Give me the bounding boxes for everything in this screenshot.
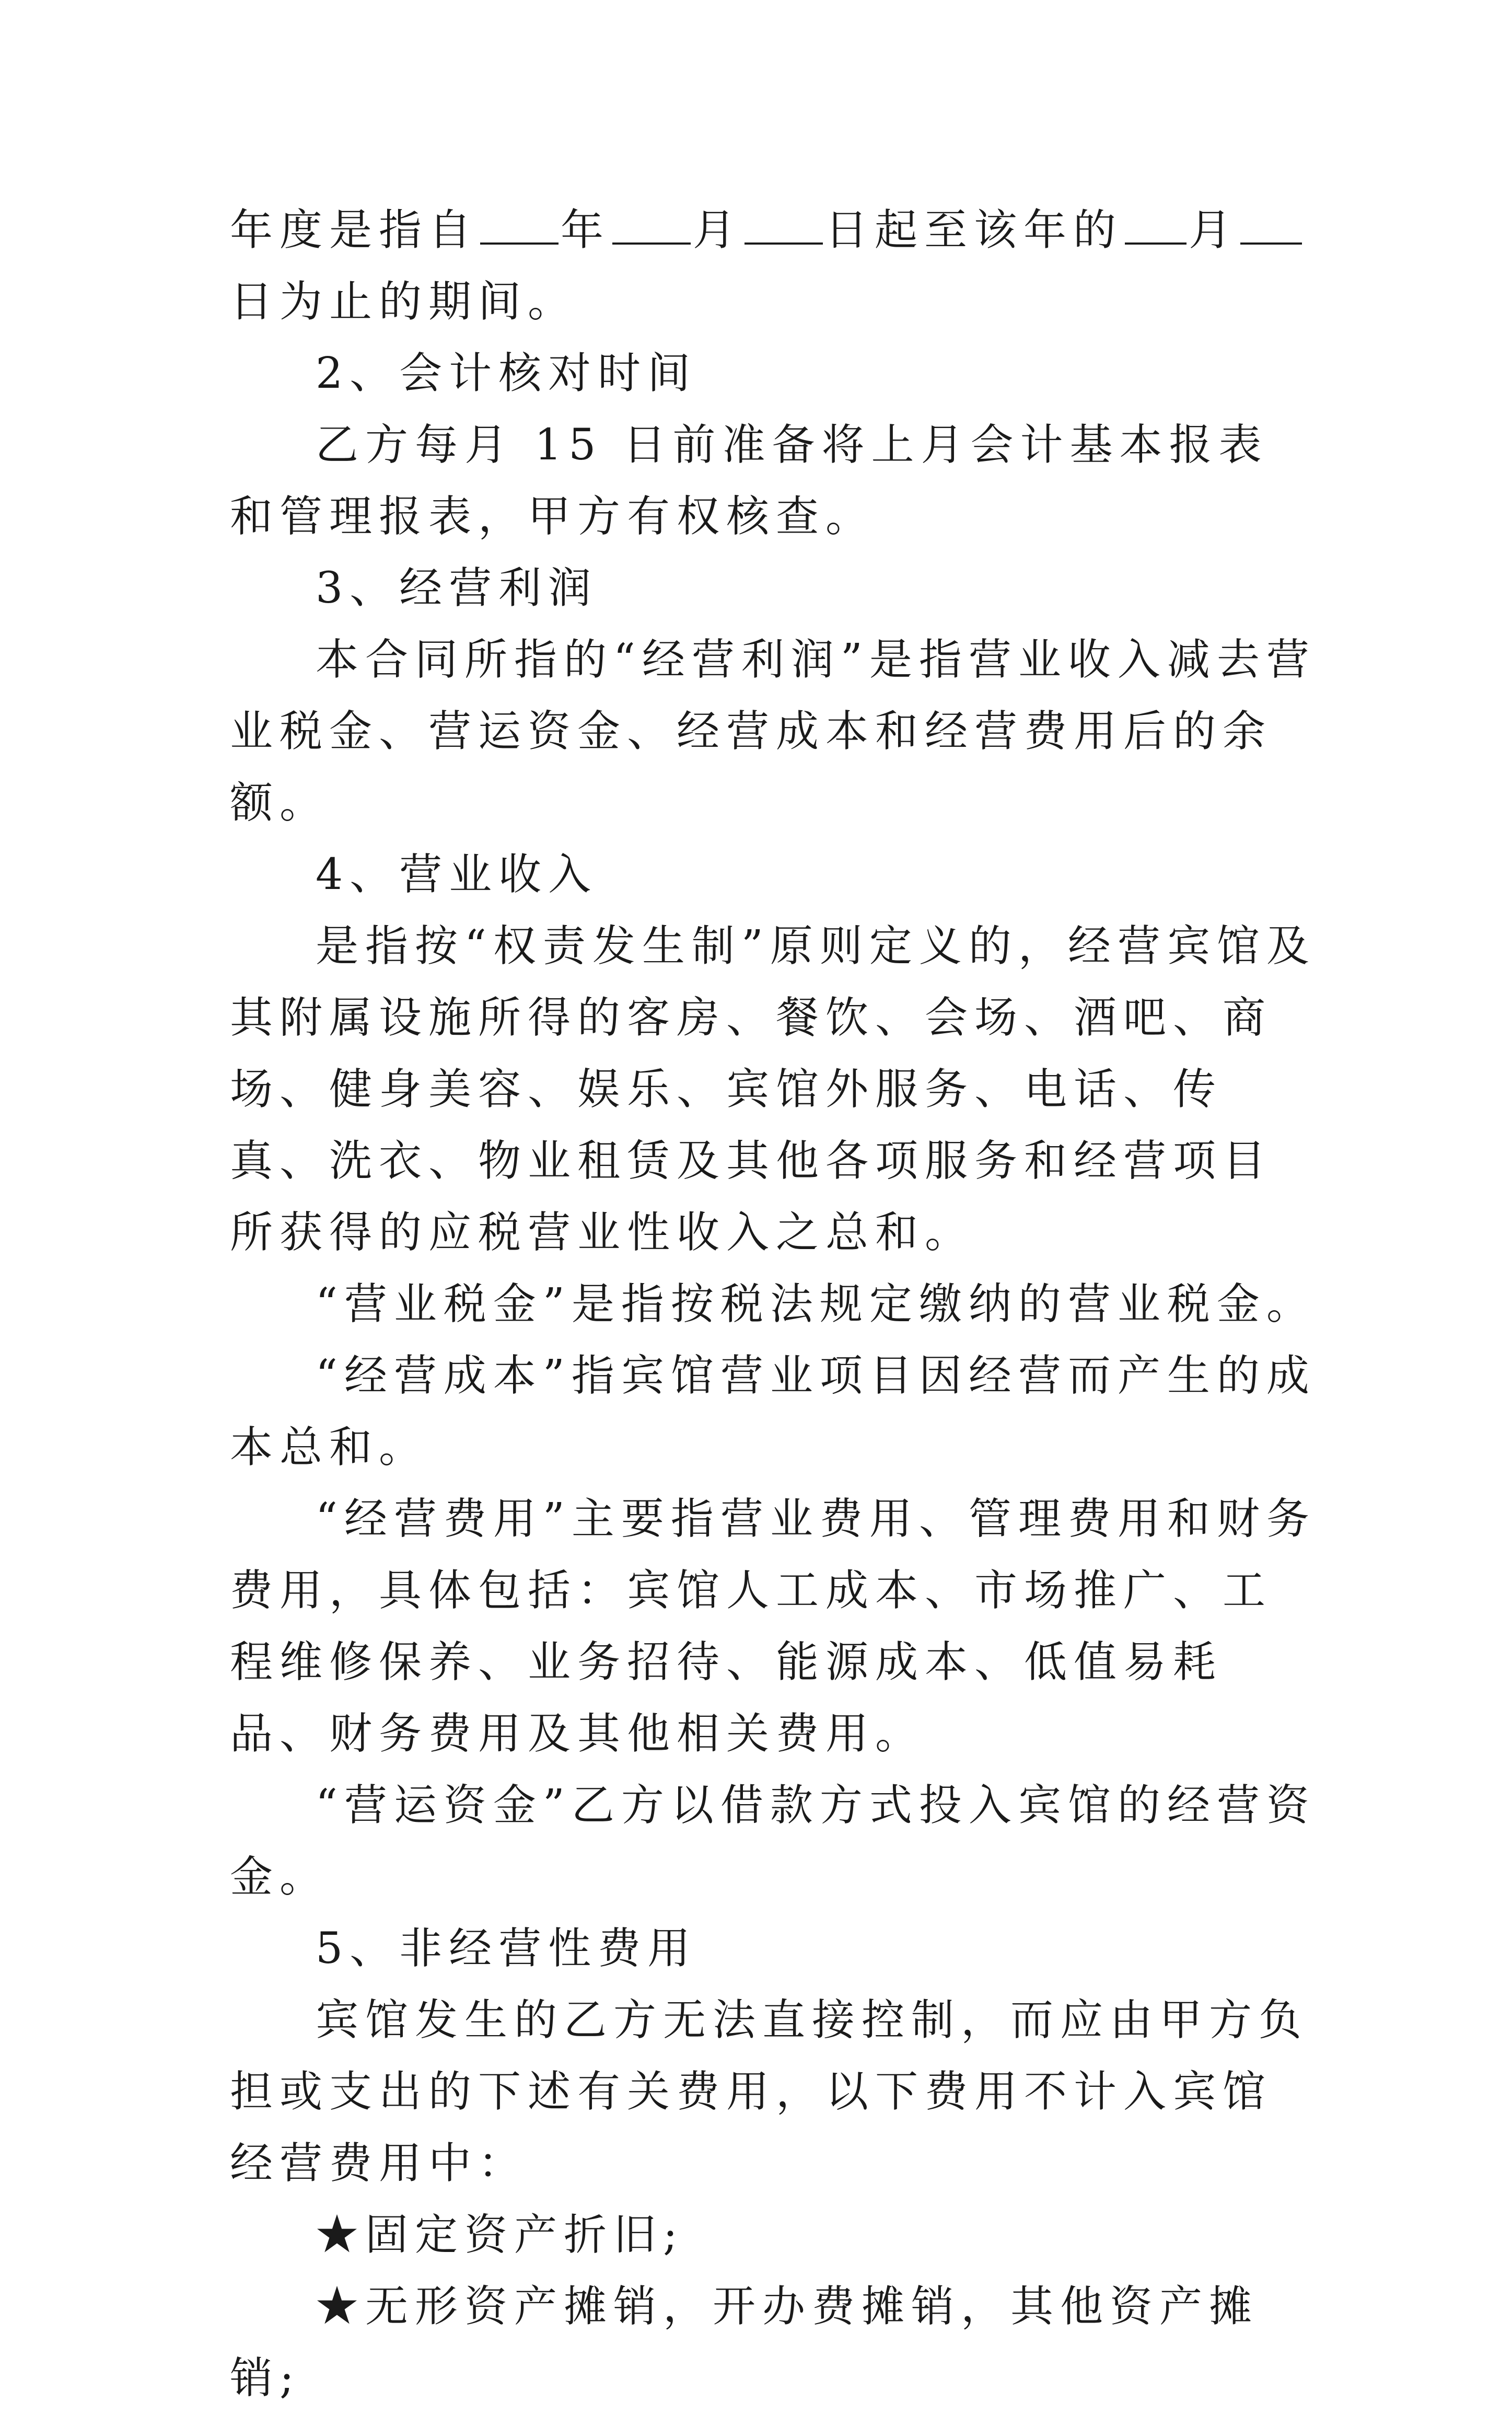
document-body <box>230 194 1317 2414</box>
blank-end-month <box>1125 208 1187 245</box>
list-item-fixed-asset-depreciation: ★固定资产折旧; <box>316 2210 684 2260</box>
section-heading-operating-profit: 3、经营利润 <box>316 563 598 613</box>
paragraph-operating-profit: 本合同所指的“经营利润”是指营业收入减去营业税金、营运资金、经营成本和经营费用后的余额。 <box>230 635 1316 828</box>
paragraph-working-capital: “营运资金”乙方以借款方式投入宾馆的经营资金。 <box>230 1781 1316 1902</box>
section-heading-accounting-check: 2、会计核对时间 <box>316 349 697 398</box>
text-fragment: 年 <box>561 205 611 255</box>
blank-year <box>480 208 559 245</box>
text-fragment: 日起至该年的 <box>825 205 1123 255</box>
paragraph-non-operating-expenses: 宾馆发生的乙方无法直接控制，而应由甲方负担或支出的下述有关费用，以下费用不计入宾馆经营费用中： <box>230 1995 1309 2188</box>
section-heading-operating-revenue: 4、营业收入 <box>316 850 598 899</box>
blank-end-day <box>1240 208 1302 245</box>
paragraph-accounting-check: 乙方每月 15 日前准备将上月会计基本报表和管理报表，甲方有权核查。 <box>230 420 1269 541</box>
text-fragment: 月 <box>1189 205 1239 255</box>
paragraph-operating-cost: “经营成本”指宾馆营业项目因经营而产生的成本总和。 <box>230 1351 1316 1472</box>
blank-month <box>612 208 691 245</box>
paragraph-operating-expenses: “经营费用”主要指营业费用、管理费用和财务费用，具体包括：宾馆人工成本、市场推广、工程维修保养、业务招待、能源成本、低值易耗品、财务费用及其他相关费用。 <box>230 1494 1316 1759</box>
text-fragment: 年度是指自 <box>230 205 479 255</box>
section-heading-non-operating-expenses: 5、非经营性费用 <box>316 1924 697 1973</box>
paragraph-business-tax: “营业税金”是指按税法规定缴纳的营业税金。 <box>316 1279 1316 1329</box>
text-fragment: 月 <box>693 205 743 255</box>
paragraph-operating-revenue: 是指按“权责发生制”原则定义的，经营宾馆及其附属设施所得的客房、餐饮、会场、酒吧、商场、健身美容、娱乐、宾馆外服务、电话、传真、洗衣、物业租赁及其他各项服务和经营项目所获得的应税营业性收入之总和。 <box>230 921 1316 1257</box>
fiscal-year-definition <box>230 194 1317 338</box>
blank-day <box>745 208 823 245</box>
text-fragment: 日为止的期间。 <box>230 277 578 327</box>
list-item-intangible-amortization: ★无形资产摊销，开办费摊销，其他资产摊销; <box>230 2282 1259 2403</box>
